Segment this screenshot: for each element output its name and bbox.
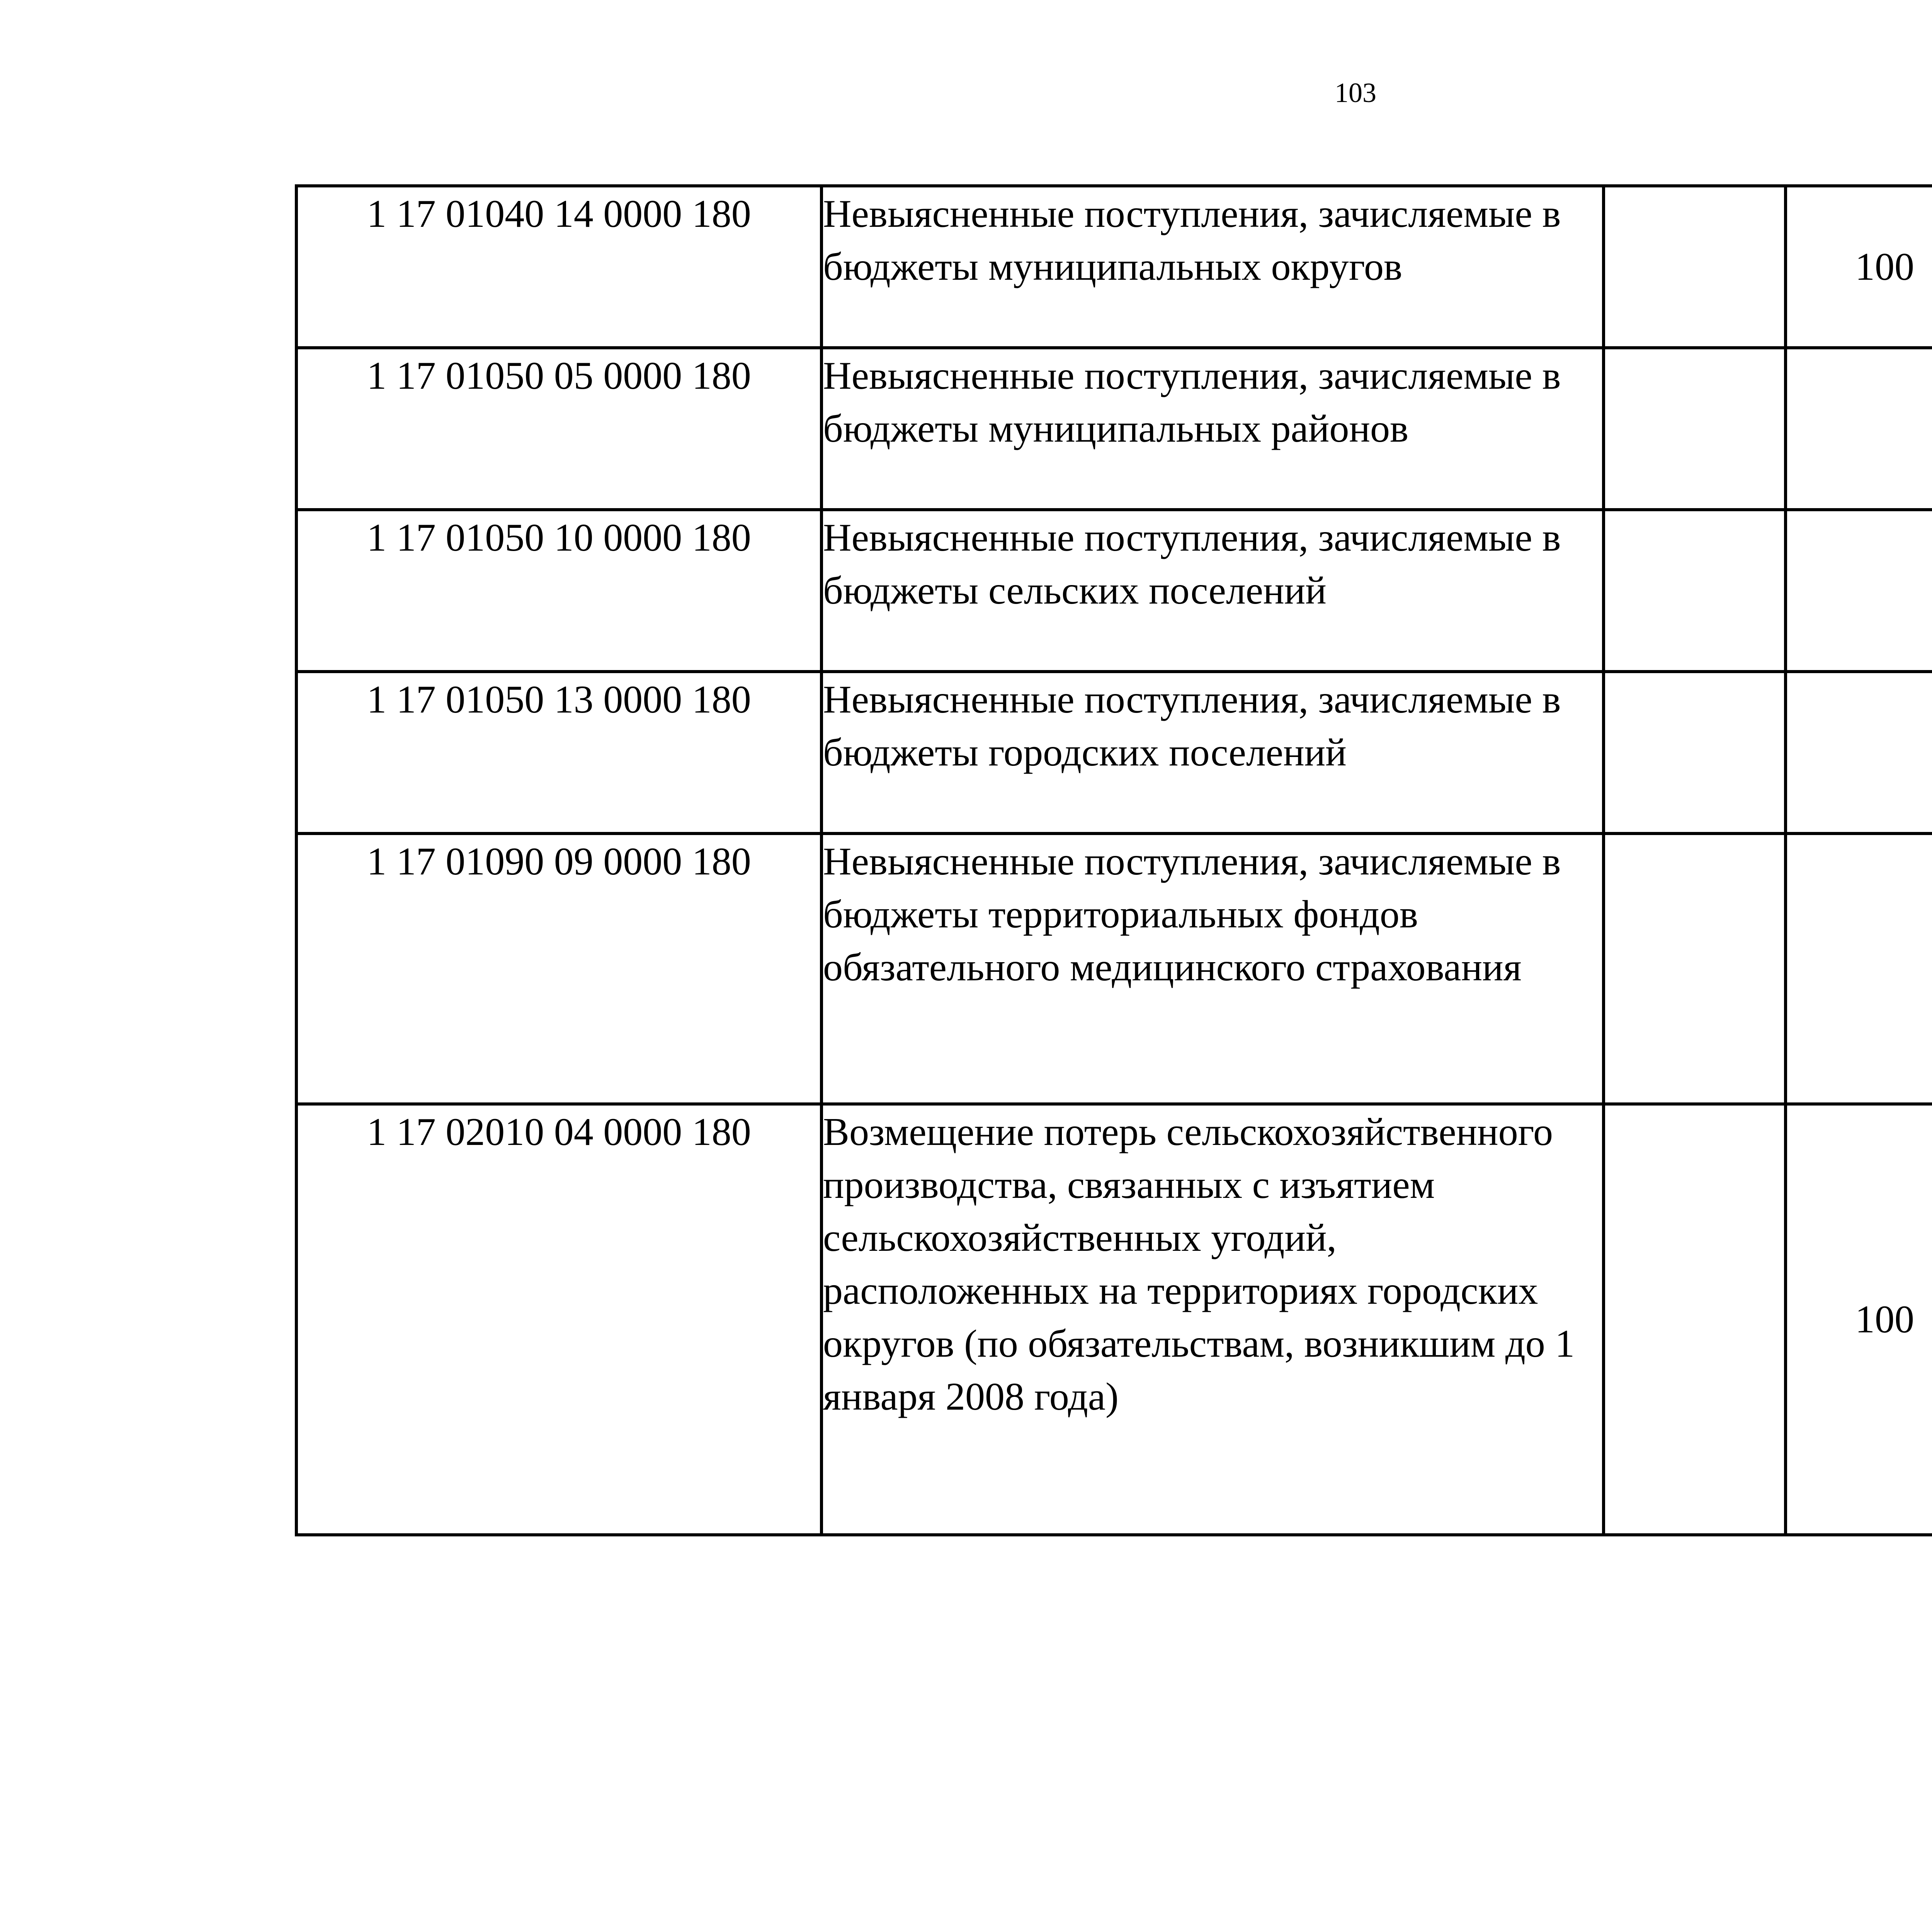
value-cell-col-1	[1604, 348, 1786, 510]
revenue-description: Невыясненные поступления, зачисляемые в бюджеты территориальных фондов обязательного медицинского страхования	[821, 833, 1604, 1104]
budget-classification-code: 1 17 01050 05 0000 180	[296, 348, 821, 510]
value-cell-col-1	[1604, 186, 1786, 348]
value-cell-col-2: 100	[1786, 186, 1932, 348]
table-row	[296, 833, 1932, 1104]
table-row	[296, 510, 1932, 672]
budget-classification-code: 1 17 01050 10 0000 180	[296, 510, 821, 672]
value-cell-col-1	[1604, 1104, 1786, 1535]
revenue-description: Невыясненные поступления, зачисляемые в бюджеты муниципальных районов	[821, 348, 1604, 510]
value-cell-col-2	[1786, 510, 1932, 672]
table-row	[296, 348, 1932, 510]
table-row	[296, 186, 1932, 348]
value-cell-col-2	[1786, 833, 1932, 1104]
value-cell-col-2	[1786, 672, 1932, 833]
budget-classification-code: 1 17 01090 09 0000 180	[296, 833, 821, 1104]
page-number: 103	[1335, 77, 1376, 108]
table-row	[296, 672, 1932, 833]
budget-classification-code: 1 17 01050 13 0000 180	[296, 672, 821, 833]
value-cell-col-2: 100	[1786, 1104, 1932, 1535]
budget-revenue-table	[295, 184, 1932, 1536]
budget-classification-code: 1 17 02010 04 0000 180	[296, 1104, 821, 1535]
revenue-description: Невыясненные поступления, зачисляемые в бюджеты городских поселений	[821, 672, 1604, 833]
revenue-description: Возмещение потерь сельскохозяйственного производства, связанных с изъятием сельскохозяйственных угодий, расположенных на территориях городских округов (по обязательствам, возникшим до 1 января 2008 года)	[821, 1104, 1604, 1535]
revenue-description: Невыясненные поступления, зачисляемые в бюджеты муниципальных округов	[821, 186, 1604, 348]
table-row	[296, 1104, 1932, 1535]
value-cell-col-2	[1786, 348, 1932, 510]
budget-classification-code: 1 17 01040 14 0000 180	[296, 186, 821, 348]
value-cell-col-1	[1604, 672, 1786, 833]
value-cell-col-1	[1604, 510, 1786, 672]
revenue-description: Невыясненные поступления, зачисляемые в бюджеты сельских поселений	[821, 510, 1604, 672]
value-cell-col-1	[1604, 833, 1786, 1104]
